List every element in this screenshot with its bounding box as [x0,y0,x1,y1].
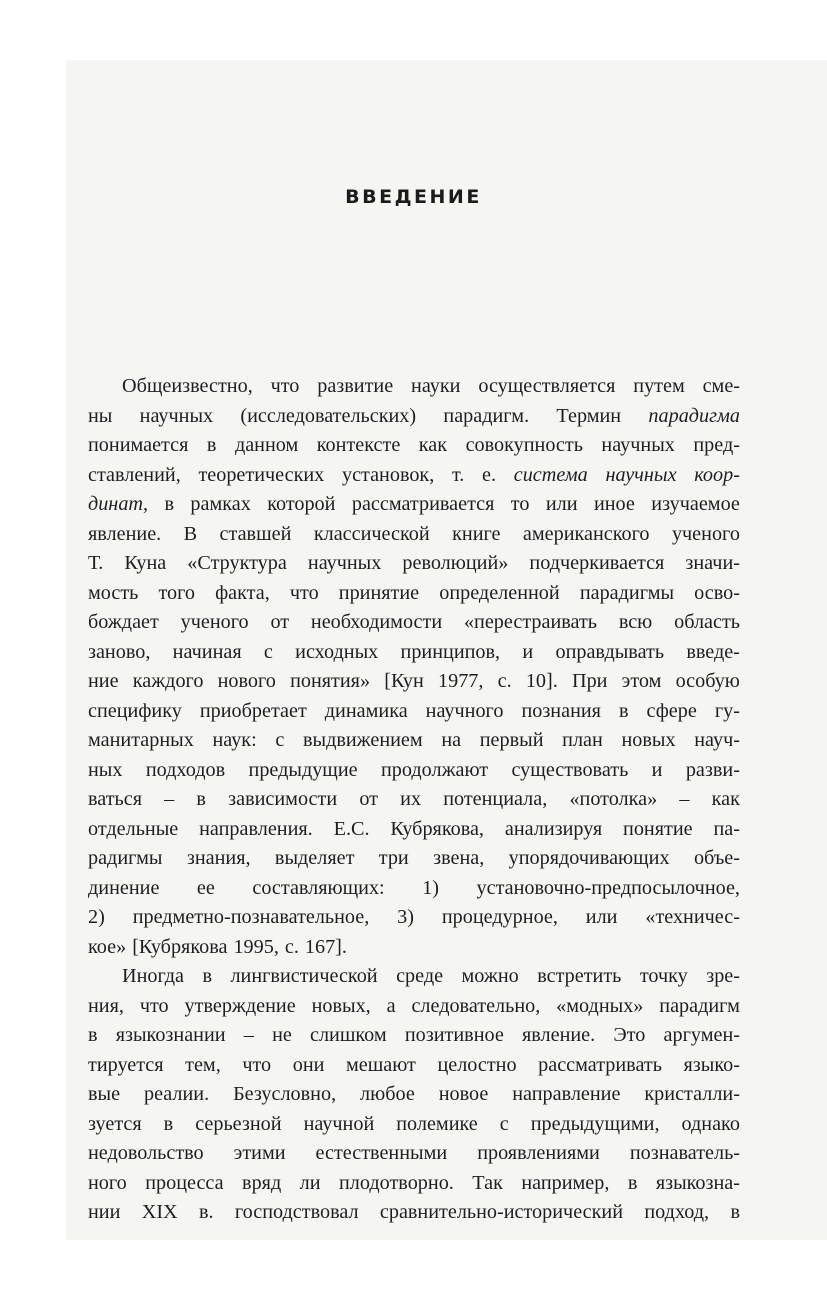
text-word: вряд [242,1171,282,1194]
text-word: Кубрякова, [390,817,484,840]
text-word: теоретических [198,463,325,486]
text-word: недовольство [88,1142,204,1164]
text-word: любое [360,1083,415,1105]
text-word: наук: [212,729,257,751]
text-word: продолжают [380,758,489,781]
text-word: специфику [88,699,182,722]
text-word: каждого [132,670,204,692]
text-word: встретить [537,965,622,987]
text-line [88,1169,740,1199]
text-word: три [378,847,409,869]
text-line [88,903,740,933]
text-word: подчеркивается [529,552,665,574]
text-word: – [164,788,175,810]
text-word: направления. [199,817,313,840]
text-word: пред- [693,434,740,456]
text-word: как [418,434,448,456]
text-word: этом [621,670,662,692]
text-word: данном [234,434,299,456]
text-word: подходов [145,758,226,781]
text-word: которой [267,493,336,515]
text-word: научных [605,463,677,486]
text-line [88,726,740,756]
text-word: мешают [346,1053,416,1076]
text-word: ния, [88,994,124,1017]
text-word: знания, [186,847,251,869]
text-word: научной [303,1112,375,1135]
text-word: понятие [623,817,693,840]
text-word: познаватель- [629,1142,740,1164]
text-word: исходных [295,640,379,663]
text-word: план [562,729,603,751]
text-word: в [202,965,212,987]
text-word: от [270,611,290,633]
text-word: языкозна- [655,1171,740,1194]
text-word: сравнительно-исторический [379,1201,624,1223]
text-word: принципов, [400,640,501,663]
text-word: [Кубрякова [132,935,228,958]
text-word: нии [88,1201,121,1223]
text-word: научного [425,699,504,722]
text-word: бождает [88,611,159,633]
text-word: реалии. [143,1083,210,1105]
text-word: как [711,788,740,810]
text-word: радигмы [88,847,163,869]
text-word: (исследовательских) [240,404,417,427]
text-word: они [292,1053,325,1076]
text-line [88,461,740,491]
text-word: зуется [88,1112,142,1135]
chapter-title: ВВЕДЕНИЕ [345,186,482,208]
text-line [88,520,740,550]
text-word: оправдывать [555,640,665,663]
text-word: установок, [341,463,435,486]
text-line [88,962,740,992]
text-word: выделяет [274,847,355,869]
text-word: в [618,699,629,722]
text-line [88,697,740,727]
text-word: тируется [88,1053,164,1076]
text-word: рассматривать [538,1053,662,1076]
text-word: совокупность [465,434,583,456]
text-word: на [441,729,462,751]
text-word: «перестраивать [463,611,597,633]
text-word: иное [593,493,635,515]
text-word: позитивное [404,1024,504,1046]
text-word: изучаемое [651,493,740,515]
text-word: предметно-познавательное, [132,906,370,928]
text-word: ученого [671,522,740,545]
text-line [88,608,740,638]
text-word: в [730,1201,740,1223]
text-word: полемике [396,1112,478,1135]
text-word: Куна [124,552,167,574]
text-word: – [243,1024,254,1046]
text-word: е. [482,463,497,486]
text-word: XIX [141,1201,178,1223]
text-word: классической [313,522,430,545]
text-word: ваться [88,788,142,810]
text-word: Общеизвестно, [122,375,253,397]
text-word: В [183,522,198,545]
text-word: процедурное, [441,906,558,928]
text-word: понятия» [290,670,371,692]
text-word: ны [88,404,113,427]
text-word: осуществляется [478,375,616,397]
text-word: [Кун [384,670,424,692]
text-word: среде [396,965,444,987]
text-line [88,992,740,1022]
text-word: ее [196,876,215,899]
text-word: отдельные [88,817,179,840]
text-word: явление. [521,1024,596,1046]
text-word: или [585,906,618,928]
text-word: Термин [556,404,622,427]
text-word: например, [521,1171,610,1194]
text-word: ли [299,1171,321,1194]
text-word: с. [284,935,299,958]
text-word: в [88,1024,98,1046]
text-word: путем [633,375,685,397]
text-word: заново, [88,640,151,663]
text-word: 1995, [233,935,279,958]
text-word: принятие [338,581,420,604]
text-word: динение [88,876,160,899]
text-line [88,756,740,786]
text-word: в. [198,1201,214,1223]
text-word: ученого [180,611,249,633]
text-word: процесса [145,1171,224,1194]
text-word: При [571,670,608,692]
text-word: или [545,493,578,515]
text-word: ставлений, [88,463,181,486]
text-line [88,579,740,609]
text-word: в [206,434,217,456]
text-word: языко- [683,1053,740,1076]
text-word: что [270,375,300,397]
text-word: с [275,729,285,751]
text-word: однако [681,1112,740,1135]
text-word: – [679,788,690,810]
text-line [88,1080,740,1110]
text-word: проявлениями [477,1142,600,1164]
text-line [88,667,740,697]
text-word: слишком [310,1024,387,1046]
text-word: 10]. [525,670,558,692]
text-word: предыдущими, [530,1112,660,1135]
text-word: звена, [433,847,485,869]
text-word: в [164,493,174,515]
text-word: контексте [316,434,401,456]
text-line [88,1051,740,1081]
text-word: американского [522,522,650,545]
text-word: особую [675,670,740,692]
text-word: то [510,493,530,515]
text-word: научных [307,552,382,574]
text-word: зре- [706,965,740,987]
text-word: науч- [694,729,740,751]
text-word: первый [479,729,544,751]
text-word: нового [217,670,276,692]
text-word: не [272,1024,292,1046]
text-word: познания [521,699,601,722]
text-word: парадигма [648,404,740,427]
text-line [88,815,740,845]
text-line [88,1198,740,1228]
text-word: новое [438,1083,489,1105]
text-word: Безусловно, [233,1083,337,1105]
text-line [88,874,740,904]
text-word: Это [613,1024,646,1046]
text-line [88,549,740,579]
text-word: динат, [88,493,149,515]
text-word: манитарных [88,729,194,751]
text-word: того [158,581,195,604]
text-line [88,638,740,668]
text-word: утверждение [184,994,296,1017]
text-word: развитие [317,375,394,397]
text-word: 1) [422,876,440,899]
text-word: 2) [88,906,105,928]
text-word: парадигм [659,994,740,1017]
body-text [88,372,740,1228]
text-word: господствовал [234,1201,359,1223]
text-word: следовательно, [411,994,541,1017]
text-word: аргумен- [663,1024,740,1046]
text-word: и [651,758,663,781]
text-word: книге [452,522,501,545]
text-word: предыдущие [248,758,358,781]
text-line [88,1021,740,1051]
text-word: кое» [88,935,127,958]
text-word: этими [233,1142,286,1164]
text-word: установочно-предпосылочное, [476,876,740,899]
text-word: «Структура [187,552,287,574]
text-word: революций» [402,552,509,574]
text-line [88,402,740,432]
text-word: естественными [315,1142,448,1164]
text-word: 167]. [304,935,347,958]
text-word: «потолка» [569,788,658,810]
text-word: гу- [714,699,740,722]
text-line [88,933,740,963]
text-word: начиная [172,640,242,663]
text-word: динамика [324,699,408,722]
text-word: в [163,1112,174,1135]
text-word: приобретает [199,699,307,722]
text-word: что [289,581,319,604]
text-word: 3) [397,906,414,928]
text-word: «техничес- [645,906,740,928]
text-word: анализируя [504,817,603,840]
text-word: осво- [694,581,740,604]
text-word: Т. [88,552,104,574]
text-word: и [522,640,534,663]
text-word: существовать [511,758,629,781]
text-word: их [400,788,422,810]
text-word: зависимости [228,788,338,810]
text-word: научных [601,434,675,456]
text-word: разви- [685,758,740,781]
text-word: рассматривается [351,493,495,515]
text-word: 1977, [438,670,484,692]
text-word: необходимости [310,611,443,633]
text-word: новых, [311,994,371,1017]
text-word: ных [88,758,123,781]
text-word: кристалли- [644,1083,740,1105]
text-word: научных [139,404,214,427]
text-word: мость [88,581,139,604]
text-word: вые [88,1083,121,1105]
text-word: парадигм. [443,404,530,427]
text-word: объе- [693,847,740,869]
text-word: науки [411,375,461,397]
text-word: сме- [702,375,740,397]
text-word: система [513,463,588,486]
text-line [88,844,740,874]
text-word: «модных» [556,994,644,1017]
text-word: введе- [686,640,740,663]
text-word: явление. [88,522,162,545]
text-word: всю [618,611,653,633]
text-line [88,785,740,815]
text-word: ного [88,1171,127,1194]
text-word: а [386,994,396,1017]
text-word: коор- [694,463,740,486]
text-line [88,431,740,461]
text-word: с. [497,670,512,692]
text-word: в [196,788,206,810]
text-word: значи- [685,552,740,574]
text-word: па- [713,817,740,840]
text-word: выдвижением [302,729,423,751]
text-word: рамках [190,493,251,515]
text-word: новых [621,729,676,751]
text-word: что [242,1053,272,1076]
text-word: ние [88,670,119,692]
text-word: подход, [644,1201,710,1223]
text-word: парадигмы [579,581,675,604]
text-word: Так [472,1171,503,1194]
text-word: факта, [215,581,270,604]
text-word: серьезной [195,1112,282,1135]
text-word: определенной [439,581,560,604]
text-word: можно [461,965,519,987]
text-word: точку [639,965,688,987]
text-word: тем, [185,1053,221,1076]
text-line [88,1110,740,1140]
text-word: языкознании [115,1024,226,1046]
text-word: Е.С. [333,817,370,840]
text-word: что [139,994,169,1017]
text-word: с [499,1112,509,1135]
text-line [88,372,740,402]
text-word: ставшей [219,522,292,545]
text-word: Иногда [122,965,184,987]
text-word: область [674,611,740,633]
text-word: с [263,640,273,663]
text-line [88,1139,740,1169]
text-word: упорядочивающих [508,847,670,869]
text-word: плодотворно. [339,1171,454,1194]
text-word: т. [451,463,465,486]
text-word: от [359,788,378,810]
text-line [88,490,740,520]
text-word: целостно [437,1053,517,1076]
text-word: лингвистической [230,965,378,987]
text-word: понимается [88,434,189,456]
text-word: направление [512,1083,621,1105]
text-word: сфере [646,699,697,722]
text-word: в [627,1171,638,1194]
text-word: составляющих: [252,876,385,899]
text-word: потенциала, [443,788,548,810]
